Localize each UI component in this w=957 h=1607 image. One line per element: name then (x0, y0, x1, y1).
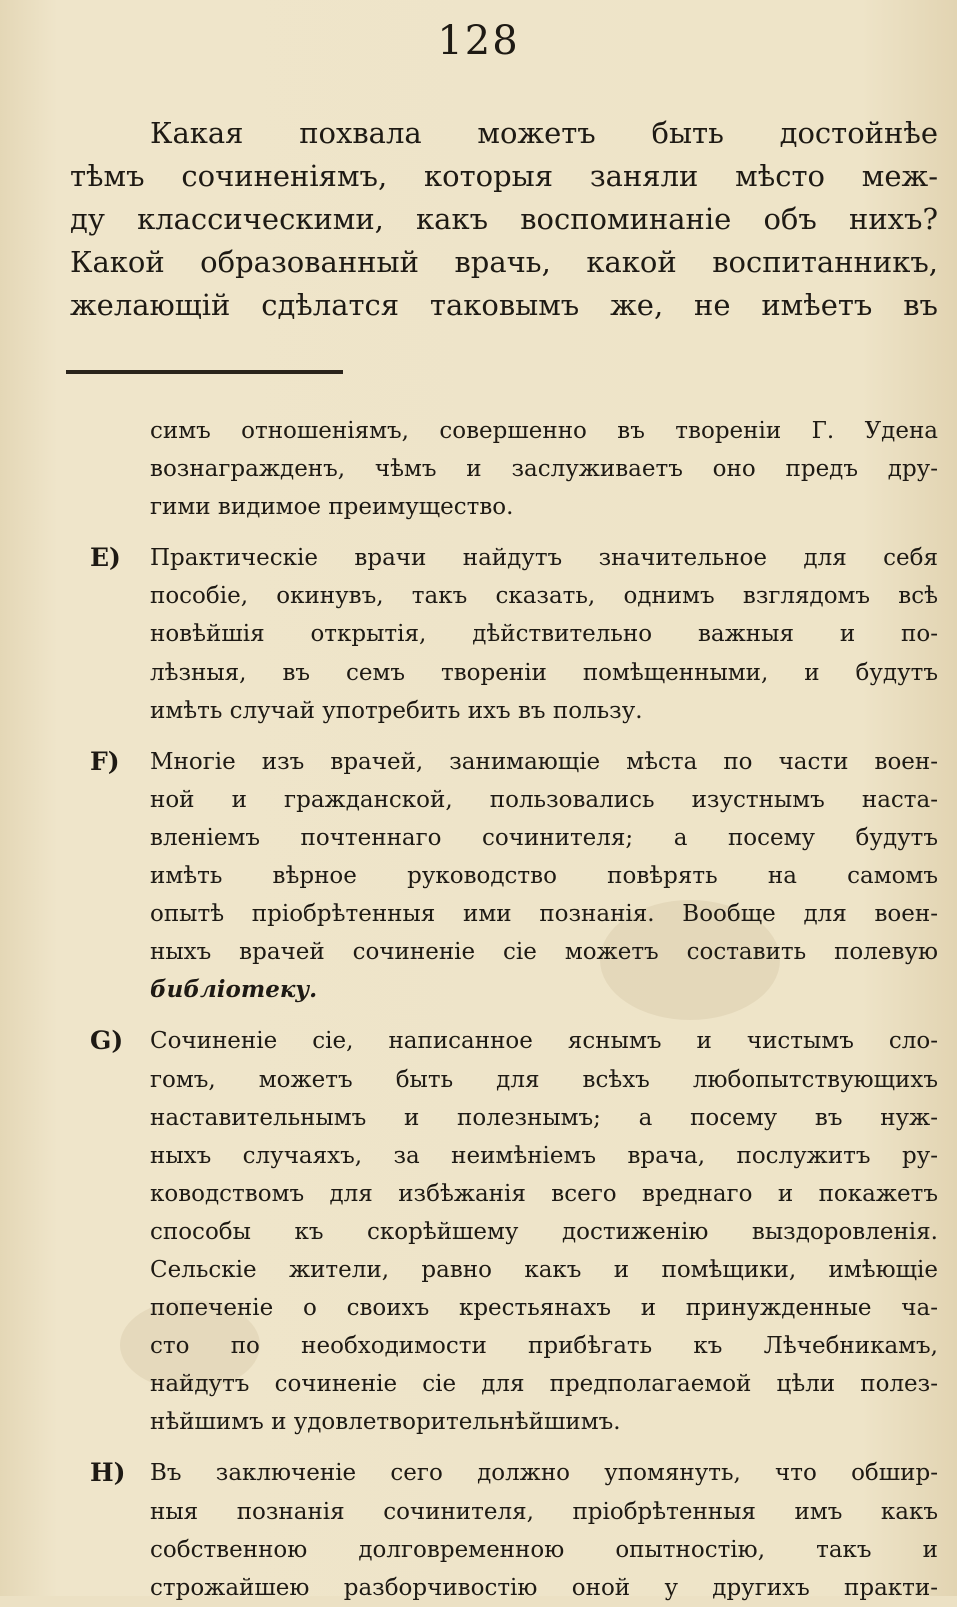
footnote-h (90, 1454, 938, 1606)
text-line: способы къ скорѣйшему достиженiю выздоровленiя. (150, 1218, 938, 1245)
text-line: Какая похвала можетъ быть достойнѣе (150, 116, 938, 150)
text-line: гомъ, можетъ быть для всѣхъ любопытствующихъ (150, 1066, 938, 1093)
text-line: ныхъ случаяхъ, за неимѣнiемъ врача, послужитъ ру- (150, 1142, 938, 1169)
text-line: наставительнымъ и полезнымъ; а посему въ нуж- (150, 1104, 938, 1131)
text-line: библiотеку. (150, 976, 318, 1004)
footnote-label: E) (90, 543, 121, 573)
intro-paragraph (70, 112, 938, 327)
footnote-f (90, 743, 938, 1010)
text-line: желающiй сдѣлатся таковымъ же, не имѣетъ въ (70, 288, 938, 322)
text-line: Въ заключенiе сего должно упомянуть, что обшир- (150, 1460, 938, 1487)
text-line: ныхъ врачей сочиненiе сiе можетъ составить полевую (150, 939, 938, 966)
text-line: сто по необходимости прибѣгать къ Лѣчебникамъ, (150, 1333, 938, 1360)
text-line: опытѣ прiобрѣтенныя ими познанiя. Вообще для воен- (150, 901, 938, 928)
text-line: тѣмъ сочиненiямъ, которыя заняли мѣсто меж- (70, 159, 938, 193)
text-line: вознагражденъ, чѣмъ и заслуживаетъ оно предъ дру- (150, 456, 938, 483)
text-line: Какой образованный врачь, какой воспитанникъ, (70, 245, 938, 279)
text-line: имѣть случай употребить ихъ въ пользу. (150, 697, 643, 724)
text-line: найдутъ сочиненiе сiе для предполагаемой цѣли полез- (150, 1371, 938, 1398)
text-line: строжайшею разборчивостiю оной у другихъ практи- (150, 1574, 938, 1601)
text-line: нѣйшимъ и удовлетворительнѣйшимъ. (150, 1409, 621, 1436)
footnote-label: F) (90, 746, 120, 776)
text-line: ной и гражданской, пользовались изустнымъ наста- (150, 786, 938, 813)
text-line: ду классическими, какъ воспоминанiе объ нихъ? (70, 202, 938, 236)
footnote-e (90, 539, 938, 729)
text-line: пособiе, окинувъ, такъ сказать, однимъ взглядомъ всѣ (150, 583, 938, 610)
text-line: Практическiе врачи найдутъ значительное для себя (150, 545, 938, 572)
footnote-continuation (90, 412, 938, 526)
text-line: Многiе изъ врачей, занимающiе мѣста по части воен- (150, 748, 938, 775)
text-line: гими видимое преимущество. (150, 494, 514, 521)
footnote-label: H) (90, 1458, 126, 1488)
footnotes (90, 412, 938, 1607)
text-line: имѣть вѣрное руководство повѣрять на самомъ (150, 863, 938, 890)
text-line: попеченiе о своихъ крестьянахъ и принужденные ча- (150, 1295, 938, 1322)
text-line: Сочиненiе сiе, написанное яснымъ и чистымъ сло- (150, 1028, 938, 1055)
footnote-label: G) (90, 1026, 124, 1056)
text-line: собственною долговременною опытностiю, такъ и (150, 1536, 938, 1563)
text-line: ныя познанiя сочинителя, прiобрѣтенныя имъ какъ (150, 1498, 938, 1525)
text-line: симъ отношенiямъ, совершенно въ творенiи Г. Удена (150, 418, 938, 444)
text-line: вленiемъ почтеннаго сочинителя; а посему будутъ (150, 824, 938, 851)
footnote-g (90, 1022, 938, 1441)
text-line: Сельскiе жители, равно какъ и помѣщики, имѣющiе (150, 1256, 938, 1283)
page-number: 128 (437, 18, 520, 64)
footnote-separator (66, 370, 343, 374)
text-line: новѣйшiя открытiя, дѣйствительно важныя и по- (150, 621, 938, 648)
text-line: лѣзныя, въ семъ творенiи помѣщенными, и будутъ (150, 659, 938, 686)
text-line: ководствомъ для избѣжанiя всего вреднаго и покажетъ (150, 1180, 938, 1207)
